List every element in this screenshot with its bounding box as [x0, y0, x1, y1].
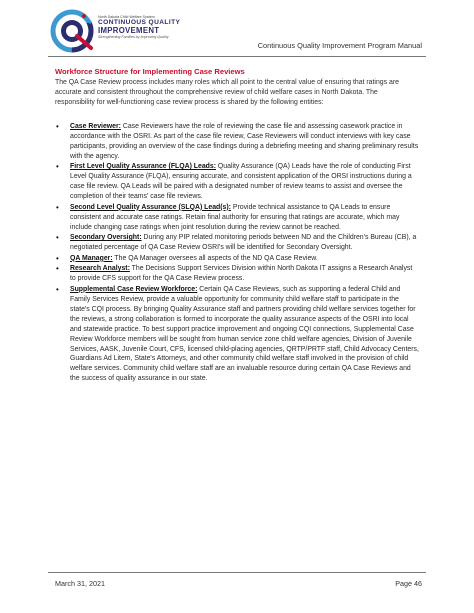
bullet-icon: •: [56, 264, 59, 274]
role-description: The Decisions Support Services Division within North Dakota IT assigns a Research Analyst to provide CFS support for the QA Case Review process.: [70, 265, 413, 283]
cqi-logo: [50, 8, 200, 54]
cqi-logo-mark-icon: [50, 8, 96, 54]
list-item: [55, 203, 419, 233]
role-term: QA Manager:: [70, 254, 113, 262]
footer-divider: [48, 572, 426, 573]
list-item: [55, 162, 419, 202]
role-description: Case Reviewers have the role of reviewing the case file and assessing casework practice in accordance with the OSRI. As part of the case file review, Case Reviewers will conduct interviews with key case participants, providing an overview of the case findings during a debriefing meeting and sharing preliminary results with the agency.: [70, 123, 419, 160]
list-item: [55, 264, 419, 284]
role-term: Research Analyst:: [70, 265, 130, 273]
page-content: [55, 67, 419, 385]
section-intro: The QA Case Review process includes many roles which all point to the central value of ensuring that ratings are accurate and consistent throughout the comprehensive review of child welfare cases in North Dakota. The responsibility for well-functioning case review process is shared by the following entities:: [55, 79, 399, 106]
bullet-icon: •: [56, 162, 59, 172]
logo-tagline: Strengthening Families by Improving Quality: [98, 35, 169, 39]
logo-line1: CONTINUOUS QUALITY: [98, 19, 181, 26]
logo-small-text: North Dakota Child Welfare System: [98, 15, 155, 19]
role-description: The QA Manager oversees all aspects of the ND QA Case Review.: [112, 254, 318, 262]
section-title: Workforce Structure for Implementing Case Reviews: [55, 67, 245, 76]
role-term: Case Reviewer:: [70, 123, 121, 130]
role-term: Secondary Oversight:: [70, 234, 142, 242]
list-item: [55, 254, 419, 264]
bullet-icon: •: [56, 284, 59, 294]
footer-date: March 31, 2021: [55, 579, 105, 588]
page-header: [0, 0, 474, 62]
footer-page-number: Page 46: [395, 579, 422, 588]
bullet-icon: •: [56, 233, 59, 243]
bullet-icon: •: [56, 122, 59, 131]
logo-text: [98, 15, 208, 40]
list-item: [55, 285, 419, 385]
logo-line2: IMPROVEMENT: [98, 26, 160, 35]
header-title: Continuous Quality Improvement Program Manual: [257, 41, 422, 50]
role-description: During any PIP related monitoring periods between ND and the Children's Bureau (CB), a negotiated percentage of QA Case Review OSRI's will be identified for Secondary Oversight.: [70, 234, 417, 252]
role-term: First Level Quality Assurance (FLQA) Leads:: [70, 163, 217, 171]
bullet-icon: •: [56, 202, 59, 212]
role-term: Supplemental Case Review Workforce:: [70, 285, 198, 293]
bullet-icon: •: [56, 253, 59, 263]
list-item: [55, 122, 419, 162]
role-description: Certain QA Case Reviews, such as supporting a federal Child and Family Services Review, provide a valuable opportunity for community child welfare staff to participate in the state's CQI process. By bringing Quality Assurance staff and partners providing child welfare services together for the reviews, a strong collaboration is formed to incorporate the quality assurance aspects of the OSRI into local and statewide practice. To best support practice improvement and ongoing CQI connections, Supplemental Case Review Workforce members will be sought from human service zone child welfare agencies, Division of Juvenile Services, AASK, Juvenile Court, CFS, licensed child-placing agencies, QRTP/PRTF staff, Child Advocacy Centers, Guardians Ad Litem, State's Attorneys, and other community child welfare staff involved in the provision of child welfare services. Community child welfare staff are an invaluable resource during certain QA Case Reviews and the success of quality assurance in our state.: [70, 285, 419, 383]
role-description: Provide technical assistance to QA Leads to ensure consistent and accurate case ratings. Retain final authority for ensuring that ratings are accurate, which may include changing case ratings when joint resolution during the review cannot be reached.: [70, 203, 400, 231]
role-description: Quality Assurance (QA) Leads have the role of conducting First Level Quality Assurance (FLQA), ensuring accurate, and consistent application of the ORSI instructions during a case file review. QA Leads will be paired with a designated number of review teams to assist and oversee the completion of their teams' case file reviews.: [70, 163, 412, 201]
header-divider: [48, 56, 426, 57]
roles-list: [55, 122, 419, 384]
role-term: Second Level Quality Assurance (SLQA) Lead(s):: [70, 203, 231, 211]
list-item: [55, 233, 419, 253]
